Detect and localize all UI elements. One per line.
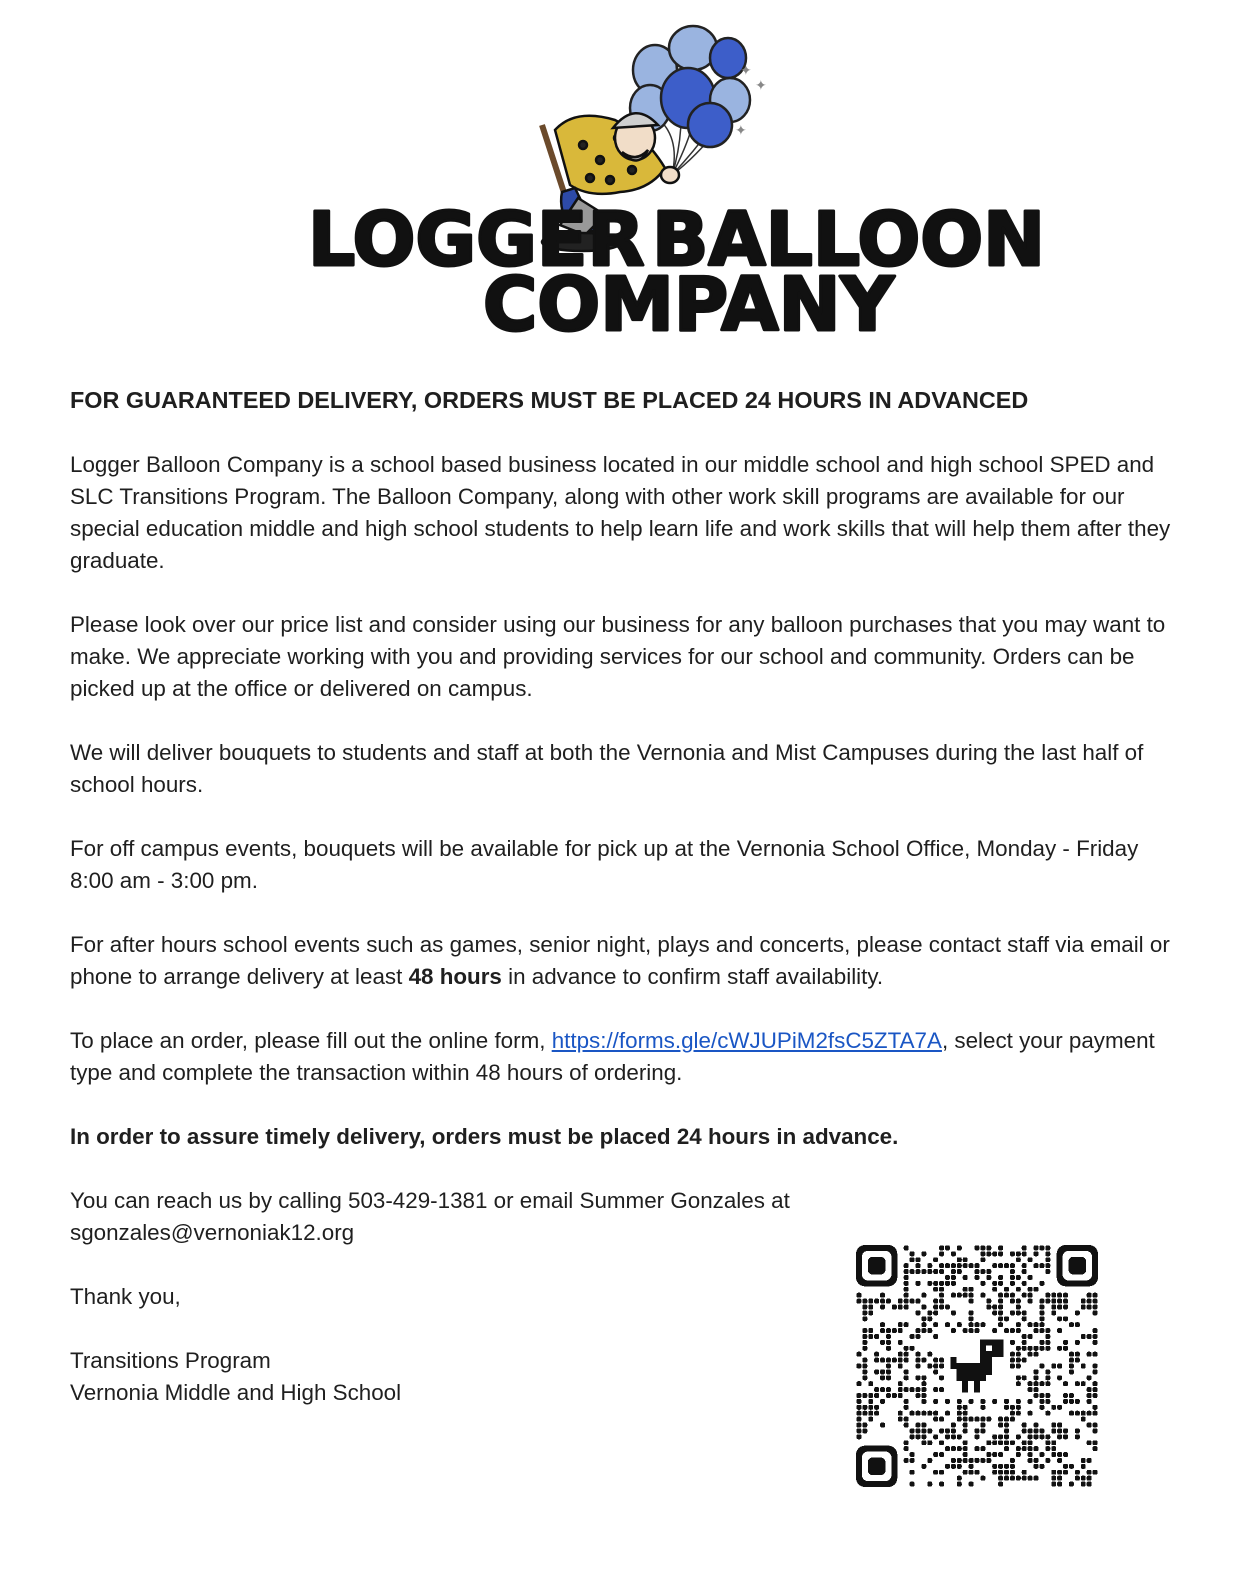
after-hours-text-before: For after hours school events such as games, senior night, plays and concerts, please contact staff via email or phone to arrange delivery at least — [70, 932, 1170, 989]
signature-line-2: Vernonia Middle and High School — [70, 1380, 402, 1405]
logo-text-logger: LOGGER — [308, 197, 645, 283]
qr-finder-top-left — [856, 1245, 903, 1292]
timely-delivery-notice: In order to assure timely delivery, orders must be placed 24 hours in advance. — [70, 1124, 899, 1149]
price-list-paragraph: Please look over our price list and consider using our business for any balloon purchases that you may want to make. We appreciate working with you and providing services for our school and community. Orders can be picked up at the office or delivered on campus. — [70, 612, 1166, 701]
order-text-after: , select your payment type and complete the transaction within 48 hours of ordering. — [70, 1028, 1155, 1085]
logo-text-balloon: BALLOON — [652, 197, 1046, 283]
contact-email: sgonzales@vernoniak12.org — [70, 1220, 355, 1245]
after-hours-text-after: in advance to confirm staff availability. — [501, 964, 884, 989]
off-campus-paragraph: For off campus events, bouquets will be available for pick up at the Vernonia School Office, Monday - Friday 8:00 am - 3:00 pm. — [70, 836, 1139, 893]
qr-finder-bottom-left — [856, 1440, 903, 1487]
signature-line-1: Transitions Program — [70, 1348, 271, 1373]
after-hours-bold-text: 48 hours — [408, 964, 502, 989]
qr-dinosaur-icon — [945, 1334, 1010, 1399]
svg-text:✦: ✦ — [735, 122, 747, 138]
logo-text-company: COMPANY — [483, 262, 895, 348]
after-hours-paragraph — [70, 929, 1180, 993]
delivery-heading: FOR GUARANTEED DELIVERY, ORDERS MUST BE PLACED 24 HOURS IN ADVANCED — [70, 387, 1029, 413]
svg-text:✦: ✦ — [740, 62, 752, 78]
delivery-paragraph: We will deliver bouquets to students and staff at both the Vernonia and Mist Campuses during the last half of school hours. — [70, 740, 1144, 797]
svg-text:✦: ✦ — [755, 77, 767, 93]
contact-line-1: You can reach us by calling 503-429-1381 or email Summer Gonzales at — [70, 1188, 790, 1213]
intro-paragraph: Logger Balloon Company is a school based business located in our middle school and high school SPED and SLC Transitions Program. The Balloon Company, along with other work skill programs are available for our special education middle and high school students to help learn life and work skills that will help them after they graduate. — [70, 452, 1171, 573]
order-form-link[interactable]: https://forms.gle/cWJUPiM2fsC5ZTA7A — [551, 1028, 942, 1053]
contact-paragraph — [70, 1185, 1180, 1249]
qr-code-icon — [856, 1245, 1098, 1487]
qr-finder-top-right — [1051, 1245, 1098, 1292]
order-paragraph — [70, 1025, 1180, 1089]
logger-balloon-company-logo — [300, 20, 1046, 348]
order-text-before: To place an order, please fill out the online form, — [70, 1028, 552, 1053]
thank-you-text: Thank you, — [70, 1284, 181, 1309]
